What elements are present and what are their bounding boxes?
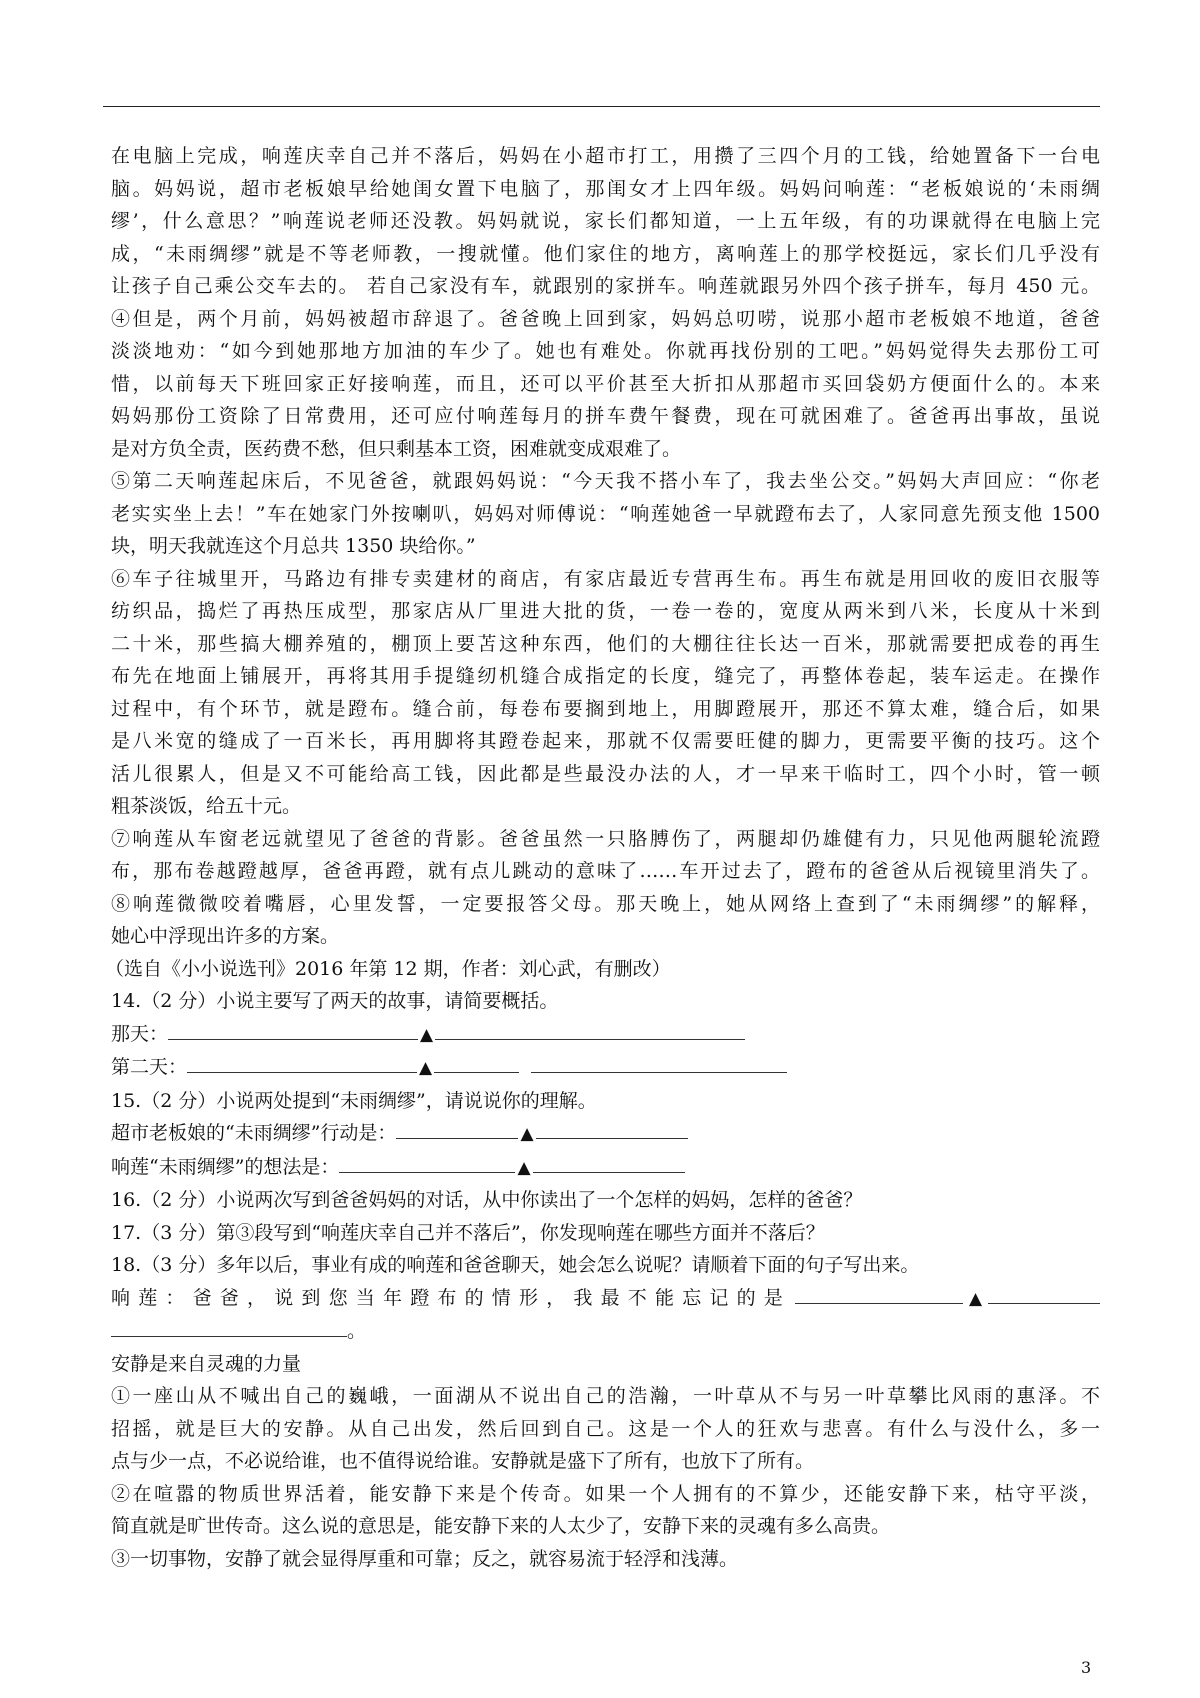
answer-marker: ▲ [969,1288,983,1309]
question-15-answer-b [111,1151,1100,1185]
answer-blank[interactable] [536,1118,688,1139]
question-14: 14.（2 分）小说主要写了两天的故事，请简要概括。 [111,990,559,1012]
text-line: 脑。妈妈说，超市老板娘早给她闺女置下电脑了，那闺女才上四年级。妈妈问响莲：“老板娘说的‘未雨绸 [111,177,1100,200]
text-line: 布，那布卷越蹬越厚，爸爸再蹬，就有点儿跳动的意味了……车开过去了，蹬布的爸爸从后视镜里消失了。 [111,860,1100,882]
text-line: 纺织品，捣烂了再热压成型，那家店从厂里进大批的货，一卷一卷的，宽度从两米到八米，长度从十米到 [111,600,1100,622]
text-line: 招摇，就是巨大的安静。从自己出发，然后回到自己。这是一个人的狂欢与悲喜。有什么与没什么，多一 [111,1417,1100,1440]
answer-blank[interactable] [533,1152,685,1173]
text-line: 粗茶淡饭，给五十元。 [111,795,302,817]
text-line: ⑤第二天响莲起床后，不见爸爸，就跟妈妈说：“今天我不搭小车了，我去坐公交。”妈妈大声回应：“你老 [111,470,1100,492]
story-paragraph-8 [111,888,1100,953]
essay-title: 安静是来自灵魂的力量 [111,1352,302,1375]
text-line: 二十米，那些搞大棚养殖的，棚顶上要苫这种东西，他们的大棚往往长达一百米，那就需要把成卷的再生 [111,632,1100,655]
story-paragraph-3-continued [111,140,1100,303]
text-line: 点与少一点，不必说给谁，也不值得说给谁。安静就是盛下了所有，也放下了所有。 [111,1450,815,1472]
question-18-prompt [111,1282,1100,1316]
text-line: 活儿很累人，但是又不可能给高工钱，因此都是些最没办法的人，才一早来干临时工，四个小时，管一顿 [111,762,1100,785]
answer-blank[interactable] [435,1019,745,1040]
text-line: ⑦响莲从车窗老远就望见了爸爸的背影。爸爸虽然一只胳膊伤了，两腿却仍雄健有力，只见他两腿轮流蹬 [111,827,1100,850]
answer-label: 第二天： [111,1056,188,1078]
text-line: ④但是，两个月前，妈妈被超市辞退了。爸爸晚上回到家，妈妈总叨唠，说那小超市老板娘不地道，爸爸 [111,307,1100,330]
text-line: 缪’，什么意思？”响莲说老师还没教。妈妈就说，家长们都知道，一上五年级，有的功课就得在电脑上完 [111,210,1100,232]
page-number: 3 [1081,1658,1092,1677]
text-line: 布先在地面上铺展开，再将其用手提缝纫机缝合成指定的长度，缝完了，再整体卷起，装车运走。在操作 [111,665,1100,687]
question-18: 18.（3 分）多年以后，事业有成的响莲和爸爸聊天，她会怎么说呢？请顺着下面的句子写出来。 [111,1254,920,1276]
text-line: 妈妈那份工资除了日常费用，还可应付响莲每月的拼车费午餐费，现在可就困难了。爸爸再出事故，虽说 [111,405,1100,427]
question-18-continuation [111,1315,1100,1348]
answer-marker: ▲ [517,1157,531,1178]
prompt-text: 响莲：爸爸，说到您当年蹬布的情形，我最不能忘记的是 [111,1286,792,1309]
answer-blank[interactable] [111,1316,347,1337]
text-line: 是对方负全责，医药费不愁，但只剩基本工资，困难就变成艰难了。 [111,437,682,460]
page-content [105,140,1100,1575]
header-rule [103,106,1100,107]
question-14-answer-a [111,1018,1100,1052]
question-15: 15.（2 分）小说两处提到“未雨绸缪”，请说说你的理解。 [111,1089,597,1112]
essay-paragraph-1 [111,1380,1100,1478]
answer-marker: ▲ [419,1058,433,1078]
text-line: 淡淡地劝：“如今到她那地方加油的车少了。她也有难处。你就再找份别的工吧。”妈妈觉得失去那份工可 [111,340,1100,362]
answer-blank[interactable] [434,1052,519,1073]
answer-blank[interactable] [187,1052,417,1073]
text-line: 是八米宽的缝成了一百米长，再用脚将其蹬卷起来，那就不仅需要旺健的脚力，更需要平衡的技巧。这个 [111,730,1100,752]
answer-label: 响莲“未雨绸缪”的想法是： [111,1155,340,1178]
essay-paragraph-3: ③一切事物，安静了就会显得厚重和可靠；反之，就容易流于轻浮和浅薄。 [111,1547,739,1570]
answer-label: 那天： [111,1022,169,1045]
end-mark: 。 [347,1320,367,1342]
story-paragraph-7 [111,823,1100,888]
answer-marker: ▲ [420,1024,434,1045]
text-line: 过程中，有个环节，就是蹬布。缝合前，每卷布要搁到地上，用脚蹬展开，那还不算太难，缝合后，如果 [111,697,1100,720]
answer-label: 超市老板娘的“未雨绸缪”行动是： [111,1122,397,1144]
text-line: 成，“未雨绸缪”就是不等老师教，一搜就懂。他们家住的地方，离响莲上的那学校挺远，家长们几乎没有 [111,242,1100,265]
answer-blank[interactable] [531,1052,787,1073]
text-line: 让孩子自己乘公交车去的。 若自己家没有车，就跟别的家拼车。响莲就跟另外四个孩子拼车，每月 450 元。 [111,275,1100,297]
answer-blank[interactable] [339,1152,515,1173]
question-15-answer-a [111,1117,1100,1151]
story-paragraph-5 [111,465,1100,563]
text-line: 老实实坐上去！”车在她家门外按喇叭，妈妈对师傅说：“响莲她爸一早就蹬布去了，人家同意先预支他 1500 [111,502,1100,525]
answer-blank[interactable] [168,1019,418,1040]
question-17: 17.（3 分）第③段写到“响莲庆幸自己并不落后”，你发现响莲在哪些方面并不落后？ [111,1221,825,1244]
question-16: 16.（2 分）小说两次写到爸爸妈妈的对话，从中你读出了一个怎样的妈妈，怎样的爸爸？ [111,1189,863,1211]
text-line: ⑥车子往城里开，马路边有排专卖建材的商店，有家店最近专营再生布。再生布就是用回收的废旧衣服等 [111,567,1100,590]
story-source: （选自《小小说选刊》2016 年第 12 期，作者：刘心武，有删改） [105,957,671,980]
text-line: 块，明天我就连这个月总共 1350 块给你。” [111,535,476,557]
answer-blank[interactable] [988,1283,1100,1304]
text-line: ②在喧嚣的物质世界活着，能安静下来是个传奇。如果一个人拥有的不算少，还能安静下来，枯守平淡， [111,1482,1100,1505]
text-line: ①一座山从不喊出自己的巍峨，一面湖从不说出自己的浩瀚，一叶草从不与另一叶草攀比风雨的惠泽。不 [111,1385,1100,1407]
story-paragraph-6 [111,563,1100,823]
question-14-answer-b [111,1051,1100,1085]
answer-blank[interactable] [795,1283,963,1304]
answer-marker: ▲ [520,1124,534,1144]
answer-blank[interactable] [396,1118,518,1139]
story-paragraph-4 [111,303,1100,466]
text-line: 在电脑上完成，响莲庆幸自己并不落后，妈妈在小超市打工，用攒了三四个月的工钱，给她置备下一台电 [111,145,1100,167]
text-line: 惜，以前每天下班回家正好接响莲，而且，还可以平价甚至大折扣从那超市买回袋奶方便面什么的。本来 [111,372,1100,395]
text-line: ⑧响莲微微咬着嘴唇，心里发誓，一定要报答父母。那天晚上，她从网络上查到了“未雨绸缪”的解释， [111,892,1100,915]
essay-paragraph-2 [111,1478,1100,1543]
text-line: 简直就是旷世传奇。这么说的意思是，能安静下来的人太少了，安静下来的灵魂有多么高贵。 [111,1515,891,1537]
text-line: 她心中浮现出许多的方案。 [111,925,340,947]
